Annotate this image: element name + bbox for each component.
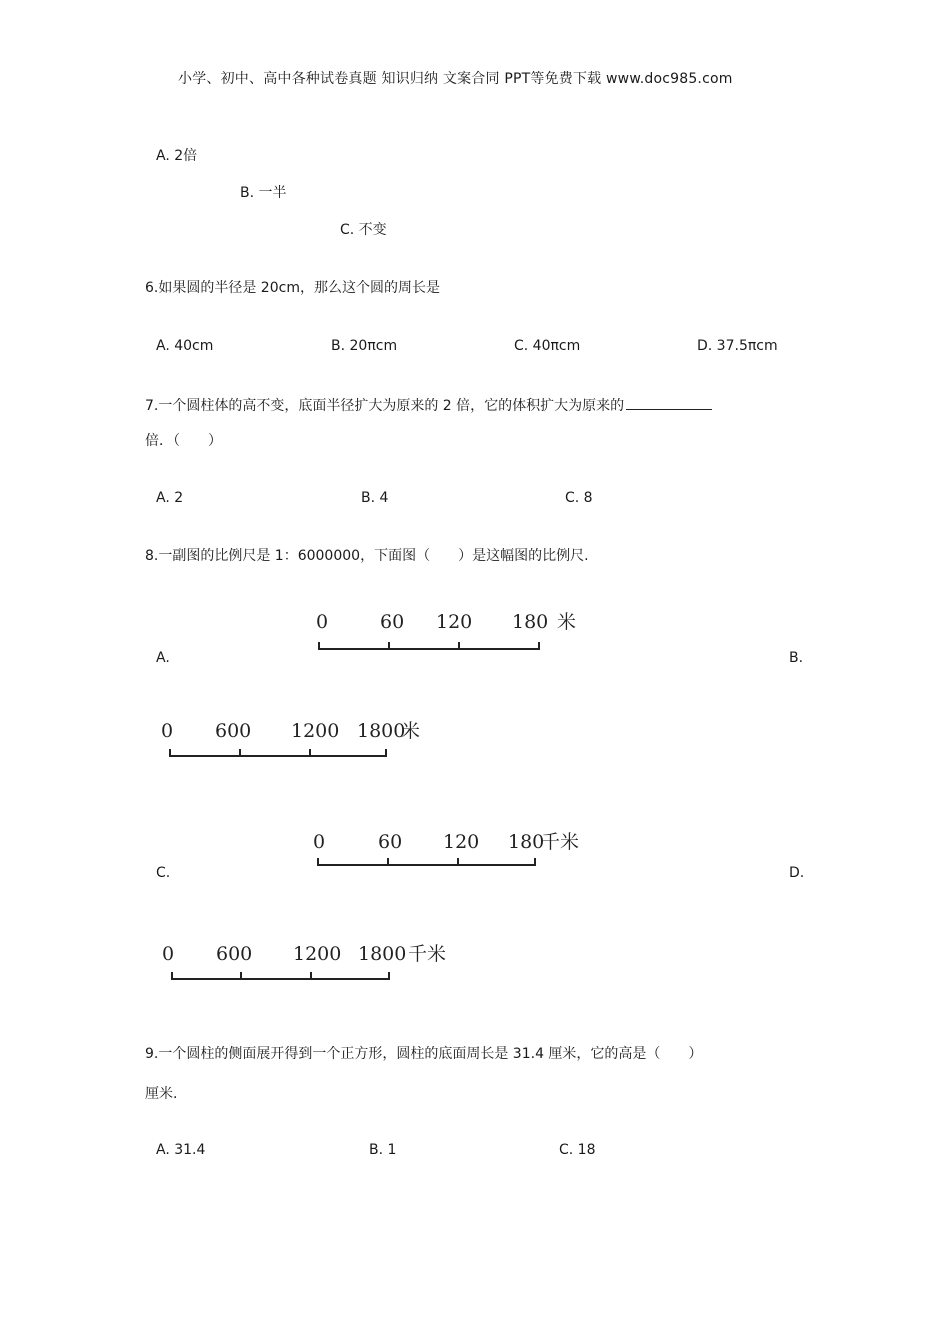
q9-stem-line2: 厘米.: [145, 1086, 178, 1102]
scale-tick-label: 60: [380, 611, 405, 633]
answer-blank: [626, 395, 712, 410]
q7-stem-line1: [145, 395, 712, 415]
q6-option-c[interactable]: C. 40πcm: [514, 338, 581, 354]
q8-option-d-label[interactable]: D.: [789, 865, 805, 881]
scale-tick: [534, 858, 536, 866]
q7-option-b[interactable]: B. 4: [361, 490, 389, 506]
q8-option-a-label[interactable]: A.: [156, 650, 170, 666]
scale-tick: [385, 749, 387, 757]
q5-option-a[interactable]: A. 2倍: [156, 148, 198, 164]
scale-tick-label: 1800: [358, 943, 407, 965]
q5-option-c[interactable]: C. 不变: [340, 222, 387, 238]
scale-bar-c: [312, 831, 602, 879]
q8-stem: 8.一副图的比例尺是 1：6000000，下面图（ ）是这幅图的比例尺.: [145, 548, 589, 564]
q6-option-d[interactable]: D. 37.5πcm: [697, 338, 778, 354]
scale-tick-label: 120: [443, 831, 480, 853]
scale-tick: [538, 642, 540, 650]
scale-tick: [239, 749, 241, 757]
q7-stem-line2: 倍．（ ）: [145, 433, 222, 449]
scale-line: [169, 755, 387, 757]
q5-option-b[interactable]: B. 一半: [240, 185, 287, 201]
scale-tick-label: 180: [512, 611, 549, 633]
scale-tick: [310, 972, 312, 980]
scale-line: [318, 648, 540, 650]
q6-option-a[interactable]: A. 40cm: [156, 338, 214, 354]
scale-tick-label: 0: [316, 611, 329, 633]
scale-tick-label: 60: [378, 831, 403, 853]
scale-line: [317, 864, 536, 866]
scale-tick: [309, 749, 311, 757]
scale-tick-label: 120: [436, 611, 473, 633]
scale-tick: [240, 972, 242, 980]
scale-tick: [388, 972, 390, 980]
scale-tick: [387, 858, 389, 866]
scale-tick: [458, 642, 460, 650]
scale-bar-a: [314, 611, 604, 659]
scale-tick: [169, 749, 171, 757]
scale-tick: [457, 858, 459, 866]
scale-tick-label: 180: [508, 831, 545, 853]
scale-tick: [171, 972, 173, 980]
page-header: 小学、初中、高中各种试卷真题 知识归纳 文案合同 PPT等免费下载 www.doc985.com: [178, 71, 733, 87]
q7-option-a[interactable]: A. 2: [156, 490, 184, 506]
q9-option-b[interactable]: B. 1: [369, 1142, 397, 1158]
q9-option-a[interactable]: A. 31.4: [156, 1142, 206, 1158]
q8-option-b-label[interactable]: B.: [789, 650, 804, 666]
scale-unit: 米: [557, 611, 577, 633]
scale-tick-label: 600: [215, 720, 252, 742]
scale-tick-label: 1200: [291, 720, 340, 742]
scale-tick: [388, 642, 390, 650]
scale-unit: 米: [401, 720, 421, 742]
q7-stem-text: 7.一个圆柱体的高不变，底面半径扩大为原来的 2 倍，它的体积扩大为原来的: [145, 398, 625, 414]
scale-tick-label: 1200: [293, 943, 342, 965]
scale-tick-label: 600: [216, 943, 253, 965]
q7-option-c[interactable]: C. 8: [565, 490, 593, 506]
scale-tick-label: 0: [161, 720, 174, 742]
q8-option-c-label[interactable]: C.: [156, 865, 171, 881]
scale-unit: 千米: [541, 831, 580, 853]
scale-tick-label: 0: [162, 943, 175, 965]
q9-stem-line1: 9.一个圆柱的侧面展开得到一个正方形，圆柱的底面周长是 31.4 厘米，它的高是（ ）: [145, 1046, 703, 1062]
q6-option-b[interactable]: B. 20πcm: [331, 338, 398, 354]
scale-unit: 千米: [408, 943, 447, 965]
scale-tick: [317, 858, 319, 866]
q9-option-c[interactable]: C. 18: [559, 1142, 596, 1158]
scale-bar-d: [160, 943, 460, 991]
scale-line: [171, 978, 390, 980]
q6-stem: 6.如果圆的半径是 20cm，那么这个圆的周长是: [145, 280, 440, 296]
scale-tick-label: 1800: [357, 720, 406, 742]
scale-tick-label: 0: [313, 831, 326, 853]
scale-bar-b: [158, 720, 448, 768]
scale-tick: [318, 642, 320, 650]
